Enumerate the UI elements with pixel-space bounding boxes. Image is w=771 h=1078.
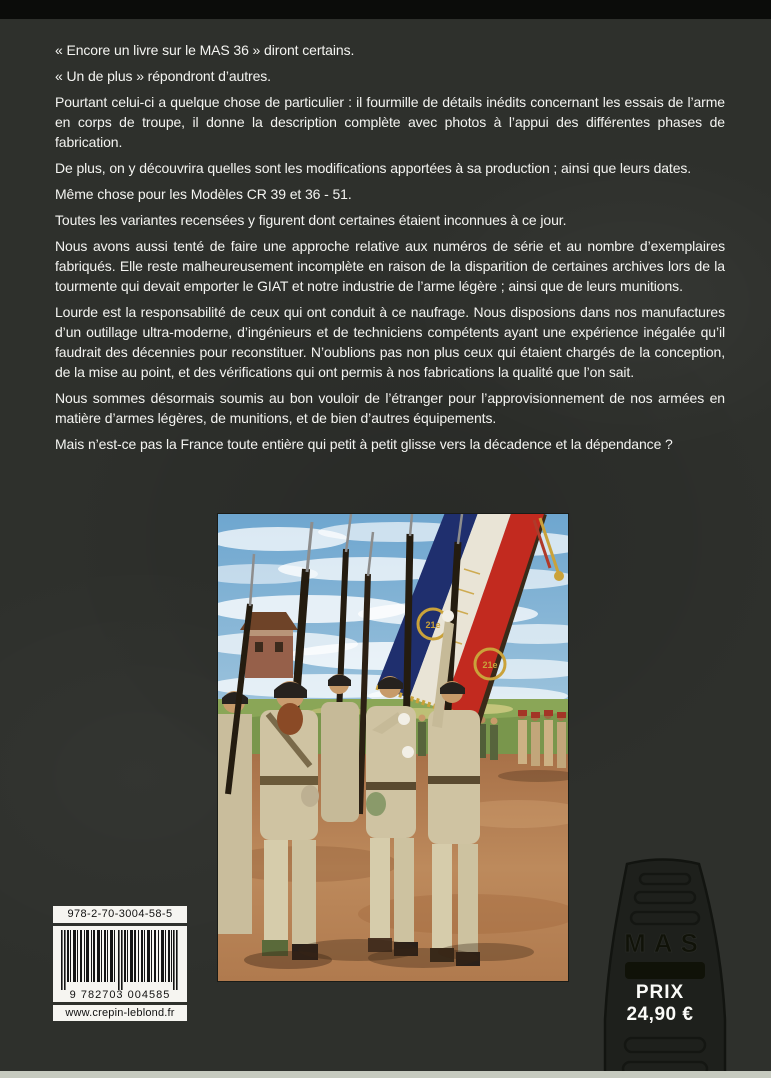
- price-block: [598, 982, 722, 1026]
- cover-photo: [218, 514, 568, 981]
- back-text-paragraph: Lourde est la responsabilité de ceux qui ont conduit à ce naufrage. Nous disposions dans nos manufactures d’un outillage ultra-moderne, d’ingénieurs et de techniciens compétents ayant une expérience inégalée qu’il faudrait des décennies pour reconstituer. N’oublions pas non plus ceux qui étaient chargés de la conception, de la mise au point, et des vérifications qui ont permis à nos fabrications la qualité que l’on sait.: [55, 304, 725, 380]
- back-text-paragraph: « Encore un livre sur le MAS 36 » diront certains.: [55, 42, 355, 58]
- back-cover-text: [55, 40, 725, 460]
- back-text-paragraph: De plus, on y découvrira quelles sont les modifications apportées à sa production ; ainsi que leurs dates.: [55, 160, 692, 176]
- back-text-paragraph: Toutes les variantes recensées y figurent dont certaines étaient inconnues à ce jour.: [55, 212, 567, 228]
- back-text-paragraph: Pourtant celui-ci a quelque chose de particulier : il fourmille de détails inédits concernant les essais de l’arme en corps de troupe, il donne la description complète avec photos à l’appui des différentes phases de fabrication.: [55, 94, 725, 150]
- mas-buttplate-stamp: [595, 850, 745, 1078]
- isbn-label: 978-2-70-3004-58-5: [53, 906, 187, 923]
- barcode-digits: 9 782703 004585: [69, 989, 171, 1001]
- flag-wreath-label: 21e: [425, 620, 441, 630]
- price-label: PRIX: [635, 982, 685, 1003]
- back-text-paragraph: Nous sommes désormais soumis au bon vouloir de l’étranger pour l’approvisionnement de nos armées en matière d’armes légères, de munitions, et de bien d’autres équipements.: [55, 390, 725, 426]
- mas-stamp-text: MAS: [624, 928, 706, 958]
- back-text-paragraph: « Un de plus » répondront d’autres.: [55, 68, 271, 84]
- flag-wreath-label: 21e: [482, 660, 498, 670]
- barcode: [53, 926, 187, 1002]
- barcode-block: [53, 906, 187, 1021]
- price-value: 24,90 €: [626, 1004, 694, 1025]
- back-text-paragraph: Mais n’est-ce pas la France toute entière qui petit à petit glisse vers la décadence et la dépendance ?: [55, 436, 673, 452]
- back-text-paragraph: Même chose pour les Modèles CR 39 et 36 - 51.: [55, 186, 352, 202]
- publisher-website: www.crepin-leblond.fr: [53, 1005, 187, 1021]
- scan-bottom-edge: [0, 1071, 771, 1078]
- back-text-paragraph: Nous avons aussi tenté de faire une approche relative aux numéros de série et au nombre d’exemplaires fabriqués. Elle reste malheureusement incomplète en raison de la disparition de certaines archives lors de la tourmente qui devait emporter le GIAT et notre industrie de l’arme légère ; ainsi que de leurs munitions.: [55, 238, 725, 294]
- book-top-edge: [0, 0, 771, 19]
